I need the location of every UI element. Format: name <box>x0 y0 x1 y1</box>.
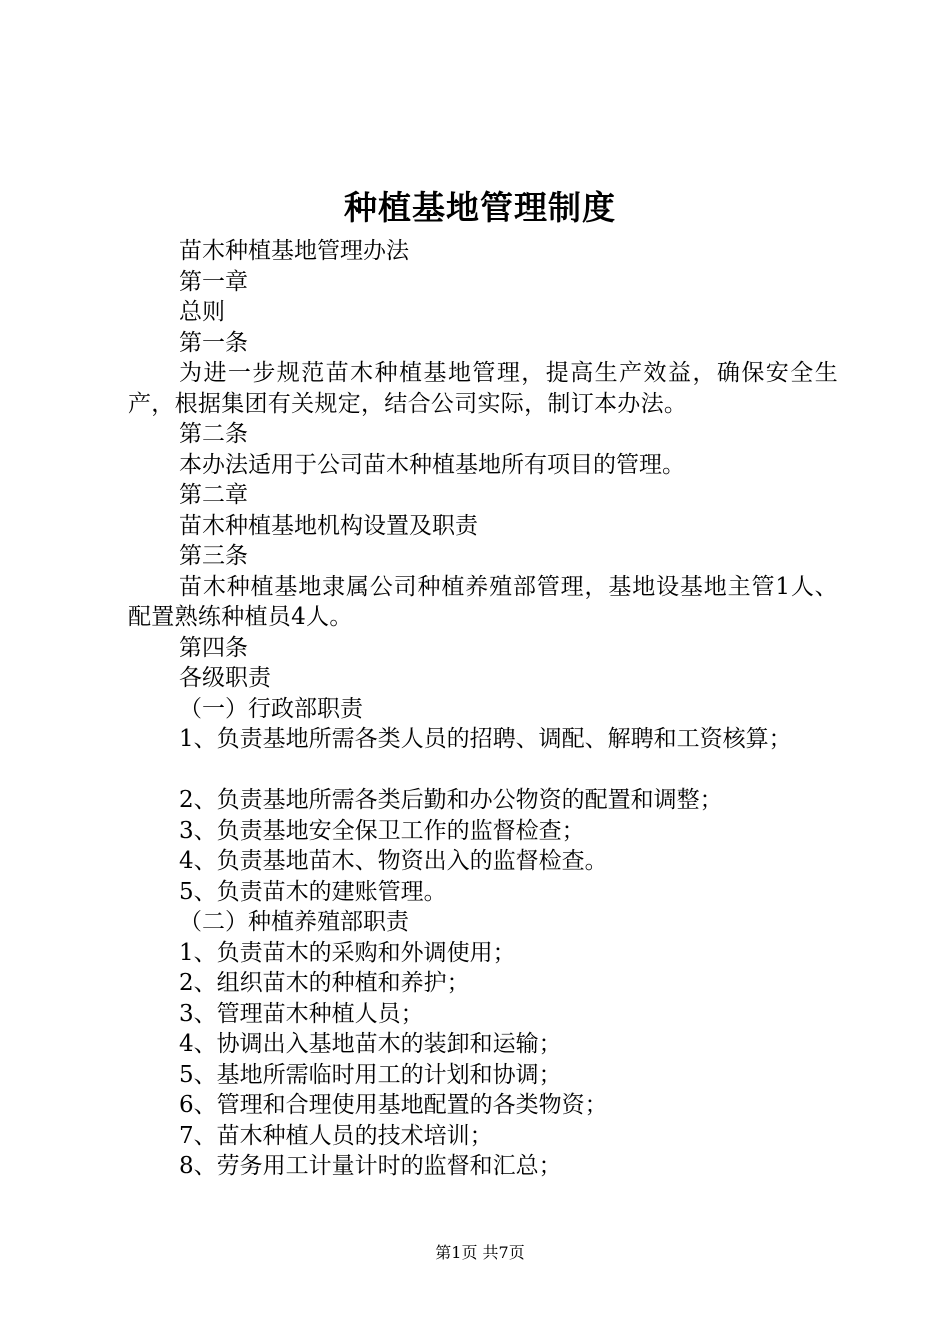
paragraph: （二）种植养殖部职责 <box>179 909 409 935</box>
paragraph: 第一条 <box>179 329 248 356</box>
paragraph: 1、负责苗木的采购和外调使用； <box>179 939 516 966</box>
paragraph: 第二章 <box>179 482 248 508</box>
paragraph: 7、苗木种植人员的技术培训； <box>179 1122 493 1149</box>
paragraph: 苗木种植基地机构设置及职责 <box>179 512 478 539</box>
paragraph: 各级职责 <box>179 665 271 691</box>
paragraph: 5、基地所需临时用工的计划和协调； <box>179 1061 562 1088</box>
paragraph: 第三条 <box>179 543 248 569</box>
paragraph: 苗木种植基地管理办法 <box>179 238 409 264</box>
paragraph: 4、负责基地苗木、物资出入的监督检查。 <box>179 848 608 874</box>
paragraph: 4、协调出入基地苗木的装卸和运输； <box>179 1031 562 1057</box>
paragraph: 5、负责苗木的建账管理。 <box>179 878 447 905</box>
paragraph: （一）行政部职责 <box>179 695 363 722</box>
paragraph: 本办法适用于公司苗木种植基地所有项目的管理。 <box>179 451 685 478</box>
paragraph: 3、负责基地安全保卫工作的监督检查； <box>179 817 585 844</box>
paragraph: 第一章 <box>179 268 248 295</box>
page-footer: 第1页 共7页 <box>435 1243 525 1262</box>
paragraph: 8、劳务用工计量计时的监督和汇总； <box>179 1153 562 1179</box>
paragraph: 为进一步规范苗木种植基地管理，提高生产效益，确保安全生产，根据集团有关规定，结合公司实际，制订本办法。 <box>128 360 838 417</box>
document-body <box>128 236 838 1182</box>
paragraph: 总则 <box>179 299 225 325</box>
paragraph: 第四条 <box>179 634 248 661</box>
paragraph: 苗木种植基地隶属公司种植养殖部管理，基地设基地主管1人、配置熟练种植员4人。 <box>128 573 838 630</box>
paragraph: 6、管理和合理使用基地配置的各类物资； <box>179 1092 608 1118</box>
paragraph: 2、负责基地所需各类后勤和办公物资的配置和调整； <box>179 787 723 813</box>
paragraph: 2、组织苗木的种植和养护； <box>179 970 470 996</box>
paragraph: 3、管理苗木种植人员； <box>179 1000 424 1027</box>
document-title: 种植基地管理制度 <box>344 188 616 227</box>
paragraph: 第二条 <box>179 421 248 447</box>
paragraph: 1、负责基地所需各类人员的招聘、调配、解聘和工资核算； <box>179 726 792 752</box>
